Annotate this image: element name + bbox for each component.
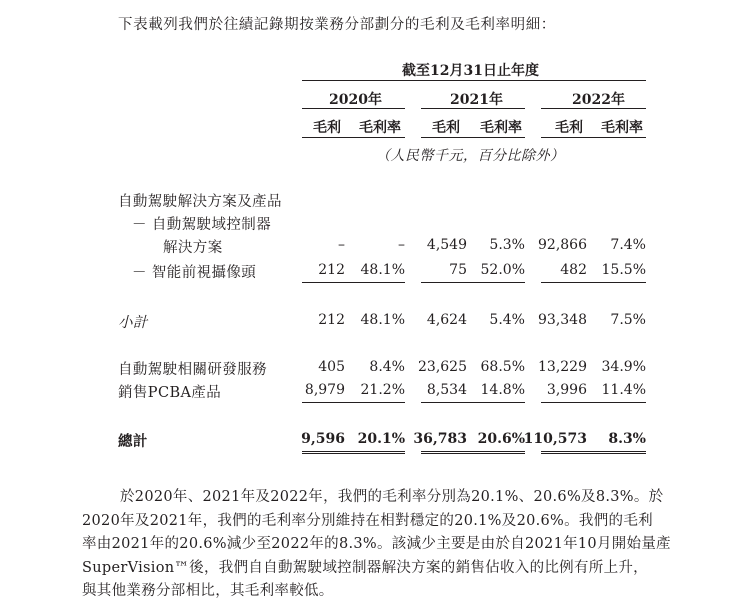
section-label: 自動駕駛解決方案及產品: [118, 194, 282, 210]
cell-r0-c2: 4,549: [426, 237, 467, 253]
total-double-rule-2022: [541, 451, 646, 454]
row-label-domain-controller-line2: 解決方案: [163, 240, 223, 256]
subtotal-rule-2022: [541, 282, 646, 283]
subheader-margin-2021: 毛利率: [480, 120, 522, 136]
subheader-gross-profit-2022: 毛利: [555, 120, 583, 136]
subtotal-rule-2020: [302, 282, 405, 283]
year-rule-2021: [421, 108, 525, 109]
subheader-rule-2020: [302, 137, 405, 138]
total-double-rule-2021: [421, 451, 525, 454]
cell-r2-c5: 7.5%: [610, 312, 646, 328]
cell-r5-c4: 110,573: [523, 431, 587, 447]
cell-r0-c5: 7.4%: [610, 237, 646, 253]
cell-r5-c3: 20.6%: [477, 431, 525, 447]
cell-r4-c2: 8,534: [426, 382, 467, 398]
cell-r4-c4: 3,996: [546, 382, 587, 398]
paragraph-line-4: SuperVision™後，我們自自動駕駛域控制器解決方案的銷售佔收入的比例有所上升，: [82, 560, 648, 576]
period-header: 截至12月31日止年度: [402, 63, 539, 79]
cell-r2-c4: 93,348: [538, 312, 587, 328]
cell-r5-c2: 36,783: [413, 431, 467, 447]
paragraph-line-2: 2020年及2021年，我們的毛利率分別維持在相對穩定的20.1%及20.6%。我們的毛利: [82, 513, 653, 529]
cell-r5-c1: 20.1%: [357, 431, 405, 447]
cell-r2-c0: 212: [318, 312, 345, 328]
header-rule: [302, 80, 646, 81]
row-label-subtotal: 小計: [118, 315, 148, 331]
cell-r2-c1: 48.1%: [360, 312, 405, 328]
cell-r4-c1: 21.2%: [360, 382, 405, 398]
paragraph-line-5: 與其他業務分部相比，其毛利率較低。: [82, 583, 334, 599]
year-rule-2022: [541, 108, 646, 109]
cell-r0-c3: 5.3%: [489, 237, 525, 253]
cell-r3-c2: 23,625: [418, 359, 467, 375]
cell-r1-c5: 15.5%: [601, 262, 646, 278]
cell-r3-c5: 34.9%: [601, 359, 646, 375]
total-top-rule-2020: [302, 402, 405, 403]
cell-r3-c0: 405: [318, 359, 345, 375]
cell-r3-c3: 68.5%: [480, 359, 525, 375]
row-label-front-camera: － 智能前視攝像頭: [132, 265, 257, 281]
year-header-2020: 2020年: [329, 92, 382, 108]
cell-r4-c5: 11.4%: [601, 382, 646, 398]
total-double-rule-2020: [302, 451, 405, 454]
subheader-gross-profit-2020: 毛利: [313, 120, 341, 136]
cell-r4-c0: 8,979: [304, 382, 345, 398]
subheader-rule-2021: [421, 137, 525, 138]
cell-r3-c4: 13,229: [538, 359, 587, 375]
total-top-rule-2022: [541, 402, 646, 403]
cell-r0-c0: –: [338, 237, 345, 253]
intro-text: 下表載列我們於往績記錄期按業務分部劃分的毛利及毛利率明細：: [118, 17, 556, 33]
year-header-2022: 2022年: [572, 92, 625, 108]
row-label-pcba: 銷售PCBA產品: [118, 385, 222, 401]
row-label-rnd-services: 自動駕駛相關研發服務: [118, 362, 267, 378]
paragraph-line-1: 於2020年、2021年及2022年，我們的毛利率分別為20.1%、20.6%及8.3%。於: [120, 489, 664, 505]
cell-r0-c1: –: [398, 237, 405, 253]
paragraph-line-3: 率由2021年的20.6%減少至2022年的8.3%。該減少主要是由於自2021年10月開始量產: [82, 536, 671, 552]
cell-r1-c2: 75: [449, 262, 467, 278]
subtotal-rule-2021: [421, 282, 525, 283]
cell-r5-c0: 9,596: [301, 431, 345, 447]
cell-r5-c5: 8.3%: [608, 431, 646, 447]
cell-r1-c1: 48.1%: [360, 262, 405, 278]
subheader-rule-2022: [541, 137, 646, 138]
cell-r2-c3: 5.4%: [489, 312, 525, 328]
total-top-rule-2021: [421, 402, 525, 403]
cell-r4-c3: 14.8%: [480, 382, 525, 398]
cell-r1-c4: 482: [560, 262, 587, 278]
year-rule-2020: [302, 108, 405, 109]
year-header-2021: 2021年: [450, 92, 503, 108]
cell-r1-c3: 52.0%: [480, 262, 525, 278]
cell-r3-c1: 8.4%: [369, 359, 405, 375]
row-label-total: 總計: [118, 433, 148, 450]
subheader-margin-2022: 毛利率: [601, 120, 643, 136]
subheader-margin-2020: 毛利率: [359, 120, 401, 136]
cell-r1-c0: 212: [318, 262, 345, 278]
cell-r0-c4: 92,866: [538, 237, 587, 253]
subheader-gross-profit-2021: 毛利: [432, 120, 460, 136]
unit-note: （人民幣千元，百分比除外）: [376, 148, 565, 164]
cell-r2-c2: 4,624: [426, 312, 467, 328]
row-label-domain-controller: － 自動駕駛域控制器: [132, 217, 272, 233]
